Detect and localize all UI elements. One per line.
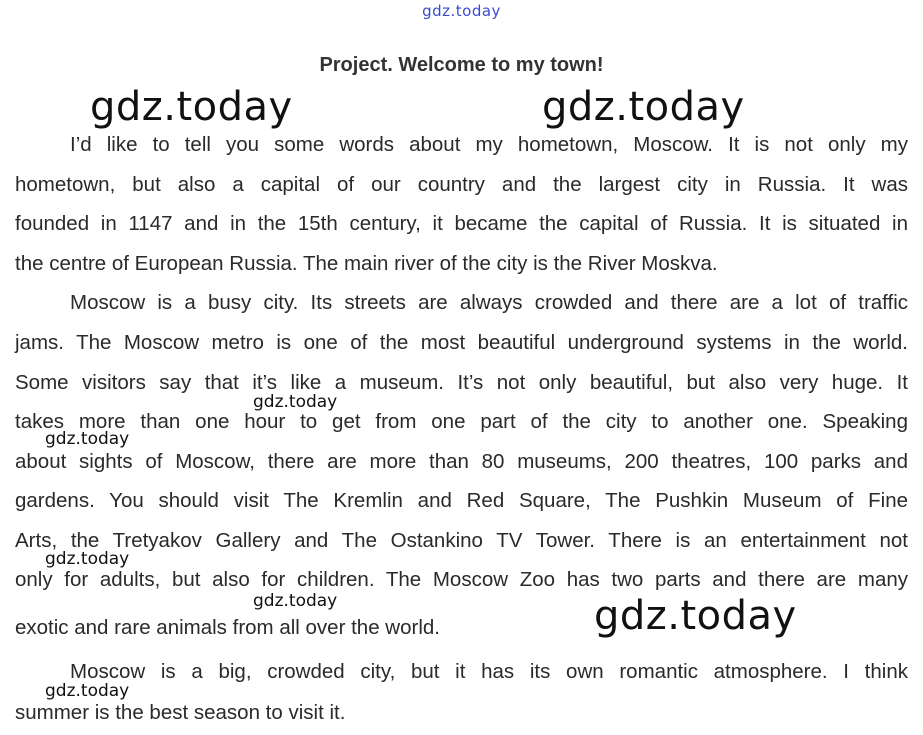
text-line-14: Moscow is a big, crowded city, but it has its own romantic atmosphere. I think <box>70 660 908 683</box>
text-line-13: exotic and rare animals from all over the world. <box>15 616 440 639</box>
watermark-large: gdz.today <box>542 84 745 130</box>
text-line-10: gardens. You should visit The Kremlin and Red Square, The Pushkin Museum of Fine <box>15 489 908 512</box>
text-line-1: I’d like to tell you some words about my hometown, Moscow. It is not only my <box>70 133 908 156</box>
text-line-11: Arts, the Tretyakov Gallery and The Ostankino TV Tower. There is an entertainment not <box>15 529 908 552</box>
text-line-6: jams. The Moscow metro is one of the most beautiful underground systems in the world. <box>15 331 908 354</box>
text-line-3: founded in 1147 and in the 15th century, it became the capital of Russia. It is situated in <box>15 212 908 235</box>
text-line-15: summer is the best season to visit it. <box>15 701 346 724</box>
page-title: Project. Welcome to my town! <box>319 54 604 76</box>
watermark-small: gdz.today <box>45 549 130 569</box>
watermark-small: gdz.today <box>45 429 130 449</box>
text-line-2: hometown, but also a capital of our country and the largest city in Russia. It was <box>15 173 908 196</box>
text-line-8: takes more than one hour to get from one part of the city to another one. Speaking <box>15 410 908 433</box>
watermark-large: gdz.today <box>90 84 293 130</box>
watermark-large: gdz.today <box>594 593 797 639</box>
text-line-7: Some visitors say that it’s like a museum. It’s not only beautiful, but also very huge. It <box>15 371 908 394</box>
text-line-4: the centre of European Russia. The main river of the city is the River Moskva. <box>15 252 718 275</box>
watermark-small: gdz.today <box>45 681 130 701</box>
text-line-12: only for adults, but also for children. The Moscow Zoo has two parts and there are many <box>15 568 908 591</box>
text-line-9: about sights of Moscow, there are more than 80 museums, 200 theatres, 100 parks and <box>15 450 908 473</box>
watermark-small: gdz.today <box>253 392 338 412</box>
watermark-small: gdz.today <box>253 591 338 611</box>
text-line-5: Moscow is a busy city. Its streets are always crowded and there are a lot of traffic <box>70 291 908 314</box>
site-watermark-header: gdz.today <box>422 2 501 20</box>
